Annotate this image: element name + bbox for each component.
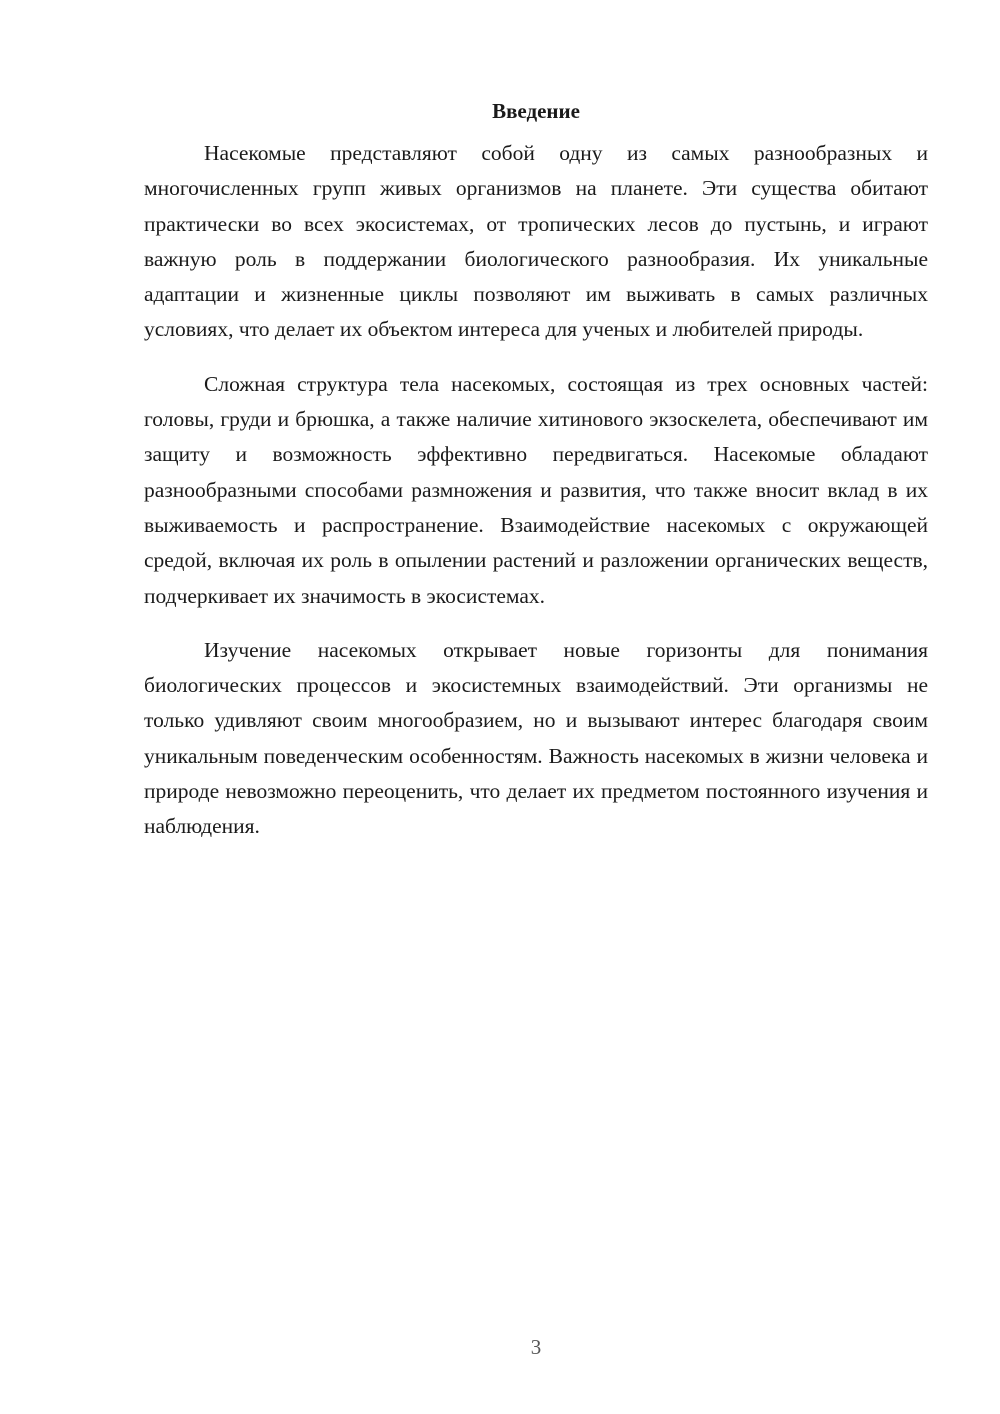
paragraph-1: Насекомые представляют собой одну из самых разнообразных и многочисленных групп живых организмов на планете. Эти существа обитают практически во всех экосистемах, от тропических лесов до пустынь, и играют важную роль в поддержании биологического разнообразия. Их уникальные адаптации и жизненные циклы позволяют им выживать в самых различных условиях, что делает их объектом интереса для ученых и любителей природы. (144, 141, 928, 342)
paragraph-3: Изучение насекомых открывает новые горизонты для понимания биологических процессов и экосистемных взаимодействий. Эти организмы не только удивляют своим многообразием, но и вызывают интерес благодаря своим уникальным поведенческим особенностям. Важность насекомых в жизни человека и природе невозможно переоценить, что делает их предметом постоянного изучения и наблюдения. (144, 637, 928, 839)
section-heading: Введение (492, 99, 580, 123)
paragraph-2: Сложная структура тела насекомых, состоящая из трех основных частей: головы, груди и брюшка, а также наличие хитинового экзоскелета, обеспечивают им защиту и возможность эффективно передвигаться. Насекомые обладают разнообразными способами размножения и развития, что также вносит вклад в их выживаемость и распространение. Взаимодействие насекомых с окружающей средой, включая их роль в опылении растений и разложении органических веществ, подчеркивает их значимость в экосистемах. (144, 371, 928, 608)
page-content (144, 96, 928, 864)
page-number: 3 (530, 1335, 542, 1359)
